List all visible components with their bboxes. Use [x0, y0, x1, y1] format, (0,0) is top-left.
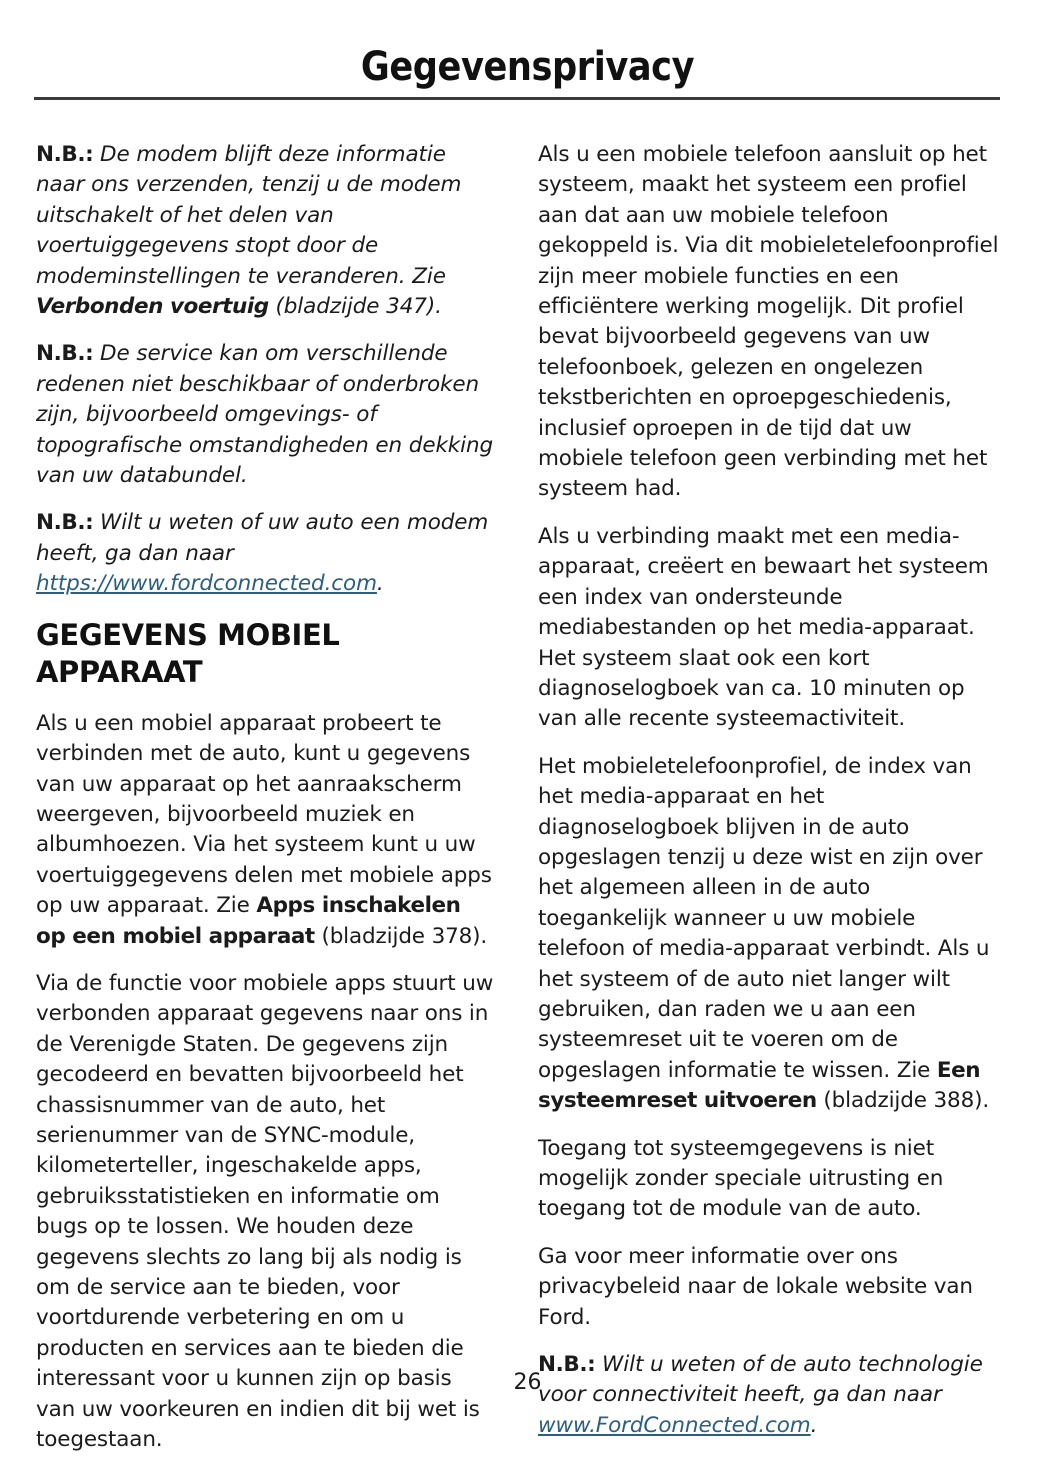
note-text-after: (bladzijde 347).: [268, 294, 442, 320]
note-connectivity-check: [538, 1350, 1003, 1441]
note-text: De service kan om verschillende redenen niet beschikbaar of onderbroken zijn, bijvoorbeeld omgevings- of topografische omstandigheden en dekking van uw databundel.: [36, 341, 494, 489]
paragraph-text: Als u een mobiel apparaat probeert te verbinden met de auto, kunt u gegevens van uw apparaat op het aanraakscherm weergeven, bijvoorbeeld muziek en albumhoezen. Via het systeem kunt u uw voertuiggegevens delen met mobiele apps op uw apparaat. Zie: [36, 710, 492, 919]
section-heading-gegevens-mobiel-apparaat: GEGEVENS MOBIEL APPARAAT: [36, 617, 340, 689]
cross-reference-apps-inschakelen[interactable]: Apps inschakelen op een mobiel apparaat: [36, 893, 461, 949]
cross-reference-verbonden-voertuig[interactable]: Verbonden voertuig: [36, 294, 269, 320]
fordconnected-link[interactable]: https://www.fordconnected.com: [36, 571, 377, 597]
note-service-availability: [36, 339, 494, 491]
header-divider: [34, 97, 1000, 100]
paragraph-connect-device: [36, 709, 494, 952]
paragraph-privacy-policy: Ga voor meer informatie over ons privacybeleid naar de lokale website van Ford.: [538, 1243, 973, 1330]
left-column: [36, 140, 494, 1472]
page-title: Gegevensprivacy: [360, 44, 695, 90]
paragraph-media-index: Als u verbinding maakt met een media-apparaat, creëert en bewaart het systeem een index van ondersteunde mediabestanden op het media-apparaat. Het systeem slaat ook een kort diagnoselogboek van ca. 10 minuten op van alle recente systeemactiviteit.: [538, 523, 989, 732]
note-text-after: .: [810, 1412, 818, 1438]
paragraph-stored-data: [538, 752, 1003, 1117]
paragraph-text: Het mobieletelefoonprofiel, de index van het media-apparaat en het diagnoselogboek blijven in de auto opgeslagen tenzij u deze wist en zijn over het algemeen alleen in de auto toegankelijk wanneer u uw mobiele telefoon of media-apparaat verbindt. Als u het systeem of de auto niet langer wilt gebruiken, dan raden we u aan een systeemreset uit te voeren om de opgeslagen informatie te wissen. Zie: [538, 753, 990, 1083]
paragraph-text-after: (bladzijde 378).: [314, 923, 488, 949]
note-label: N.B.:: [36, 510, 94, 536]
note-text-after: .: [376, 571, 384, 597]
note-label: N.B.:: [538, 1352, 596, 1378]
paragraph-system-access: Toegang tot systeemgegevens is niet mogelijk zonder speciale uitrusting en toegang tot de module van de auto.: [538, 1135, 944, 1222]
paragraph-text-after: (bladzijde 388).: [816, 1088, 990, 1114]
note-text: De modem blijft deze informatie naar ons verzenden, tenzij u de modem uitschakelt of het delen van voertuiggegevens stopt door de modeminstellingen te veranderen. Zie: [36, 142, 462, 289]
right-column: [538, 140, 1003, 1458]
note-label: N.B.:: [36, 142, 94, 167]
fordconnected-link[interactable]: www.FordConnected.com: [538, 1412, 811, 1438]
note-modem-check: [36, 508, 494, 599]
note-label: N.B.:: [36, 341, 94, 367]
paragraph-phone-profile: Als u een mobiele telefoon aansluit op het systeem, maakt het systeem een profiel aan dat aan uw mobiele telefoon gekoppeld is. Via dit mobieletelefoonprofiel zijn meer mobiele functies en een efficiëntere werking mogelijk. Dit profiel bevat bijvoorbeeld gegevens van uw telefoonboek, gelezen en ongelezen tekstberichten en oproepgeschiedenis, inclusief oproepen in de tijd dat uw mobiele telefoon geen verbinding met het systeem had.: [538, 142, 999, 502]
paragraph-mobile-apps-data: Via de functie voor mobiele apps stuurt uw verbonden apparaat gegevens naar ons in de Verenigde Staten. De gegevens zijn gecodeerd en bevatten bijvoorbeeld het chassisnummer van de auto, het serienummer van de SYNC-module, kilometerteller, ingeschakelde apps, gebruiksstatistieken en informatie om bugs op te lossen. We houden deze gegevens slechts zo lang bij als nodig is om de service aan te bieden, voor voortdurende verbetering en om u producten en services aan te bieden die interessant voor u kunnen zijn op basis van uw voorkeuren en indien dit bij wet is toegestaan.: [36, 970, 494, 1453]
note-text: Wilt u weten of de auto technologie voor connectiviteit heeft, ga dan naar: [538, 1352, 983, 1408]
note-modem-data: [36, 140, 494, 322]
cross-reference-systeemreset-uitvoeren[interactable]: Een systeemreset uitvoeren: [538, 1057, 981, 1114]
note-text: Wilt u weten of uw auto een modem heeft, ga dan naar: [36, 510, 489, 566]
page-number: 26: [513, 1370, 542, 1395]
two-column-body: [0, 140, 1055, 1472]
